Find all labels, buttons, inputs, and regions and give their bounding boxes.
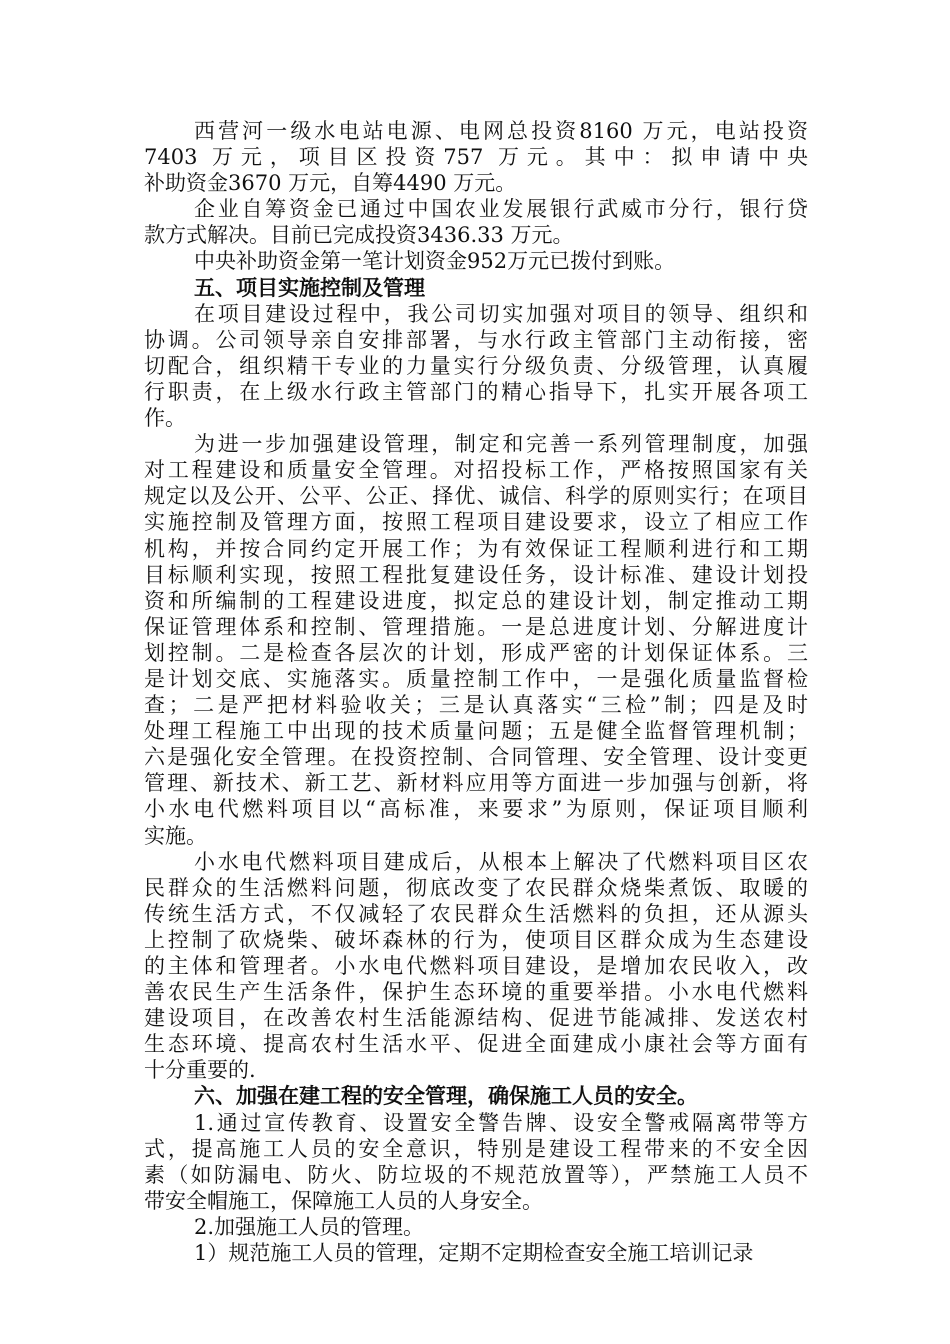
text-line: 式，提高施工人员的安全意识，特别是建设工程带来的不安全因 [144, 1136, 808, 1161]
text-line: 的主体和管理者。小水电代燃料项目建设，是增加农民收入，改 [144, 954, 808, 978]
text-line: 目标顺利实现，按照工程批复建设任务，设计标准、建设计划投 [144, 562, 808, 587]
text-line: 查；二是严把材料验收关；三是认真落实“三检”制；四是及时 [144, 693, 808, 718]
text-line: 机构，并按合同约定开展工作；为有效保证工程顺利进行和工期 [144, 536, 808, 561]
section-heading [144, 275, 808, 301]
text-line: 善农民生产生活条件，保护生态环境的重要举措。小水电代燃料 [144, 980, 808, 1005]
text-line: 1）规范施工人员的管理，定期不定期检查安全施工培训记录 [194, 1241, 754, 1266]
text-line: 处理工程施工中出现的技术质量问题；五是健全监督管理机制； [144, 719, 808, 744]
text-line: 传统生活方式，不仅减轻了农民群众生活燃料的负担，还从源头 [144, 901, 808, 926]
text-line: 划控制。二是检查各层次的计划，形成严密的计划保证体系。三 [144, 640, 808, 665]
text-line: 中央补助资金第一笔计划资金952万元已拨付到账。 [194, 249, 676, 274]
text-line: 小水电代燃料项目建成后，从根本上解决了代燃料项目区农 [194, 849, 808, 874]
text-line: 2.加强施工人员的管理。 [194, 1214, 425, 1239]
text-line: 西营河一级水电站电源、电网总投资8160 万元，电站投资 [194, 119, 808, 143]
text-line: 十分重要的. [144, 1058, 256, 1083]
text-line: 1.通过宣传教育、设置安全警告牌、设安全警戒隔离带等方 [194, 1110, 808, 1135]
text-line: 民群众的生活燃料问题，彻底改变了农民群众烧柴煮饭、取暖的 [144, 875, 808, 900]
text-line: 企业自筹资金已通过中国农业发展银行武威市分行，银行贷 [194, 197, 808, 222]
text-line: 小水电代燃料项目以“高标准，来要求”为原则，保证项目顺利 [144, 797, 808, 822]
text-line: 规定以及公开、公平、公正、择优、诚信、科学的原则实行；在项目 [144, 484, 808, 509]
text-line: 行职责，在上级水行政主管部门的精心指导下，扎实开展各项工 [144, 379, 808, 404]
text-line: 补助资金3670 万元，自筹4490 万元。 [144, 171, 517, 196]
text-line: 素（如防漏电、防火、防垃圾的不规范放置等），严禁施工人员不 [144, 1162, 808, 1187]
text-line: 六是强化安全管理。在投资控制、合同管理、安全管理、设计变更 [144, 745, 808, 770]
text-line: 是计划交底、实施落实。质量控制工作中，一是强化质量监督检 [144, 666, 808, 691]
text-line: 上控制了砍烧柴、破坏森林的行为，使项目区群众成为生态建设 [144, 927, 808, 952]
text-line: 六、加强在建工程的安全管理，确保施工人员的安全。 [194, 1083, 698, 1109]
text-line: 切配合，组织精干专业的力量实行分级负责、分级管理，认真履 [144, 353, 808, 378]
text-line: 带安全帽施工，保障施工人员的人身安全。 [144, 1188, 543, 1213]
paragraph [144, 248, 808, 274]
paragraph [144, 1214, 808, 1240]
text-line: 协调。公司领导亲自安排部署，与水行政主管部门主动衔接，密 [144, 327, 808, 352]
paragraph [144, 118, 808, 196]
section-heading [144, 1083, 808, 1109]
text-line: 对工程建设和质量安全管理。对招投标工作，严格按照国家有关 [144, 458, 808, 483]
paragraph [144, 849, 808, 1084]
text-line: 实施控制及管理方面，按照工程项目建设要求，设立了相应工作 [144, 510, 808, 535]
text-line: 款方式解决。目前已完成投资3436.33 万元。 [144, 223, 574, 248]
text-line: 实施。 [144, 823, 207, 848]
text-line: 生态环境、提高农村生活水平、促进全面建成小康社会等方面有 [144, 1032, 808, 1057]
text-line: 建设项目，在改善农村生活能源结构、促进节能减排、发送农村 [144, 1006, 808, 1031]
text-line: 资和所编制的工程建设进度，拟定总的建设计划，制定推动工期 [144, 588, 808, 613]
text-line: 7403 万元，项目区投资757 万元。其中：拟申请中央 [144, 145, 808, 170]
paragraph [144, 431, 808, 849]
paragraph [144, 196, 808, 248]
text-line: 在项目建设过程中，我公司切实加强对项目的领导、组织和 [194, 301, 808, 326]
text-line: 五、项目实施控制及管理 [194, 274, 425, 300]
text-line: 作。 [144, 406, 186, 431]
paragraph [144, 301, 808, 431]
paragraph [144, 1110, 808, 1214]
document-page [144, 118, 808, 1266]
text-line: 保证管理体系和控制、管理措施。一是总进度计划、分解进度计 [144, 614, 808, 639]
text-line: 管理、新技术、新工艺、新材料应用等方面进一步加强与创新，将 [144, 771, 808, 796]
paragraph [144, 1240, 808, 1266]
text-line: 为进一步加强建设管理，制定和完善一系列管理制度，加强 [194, 432, 808, 457]
